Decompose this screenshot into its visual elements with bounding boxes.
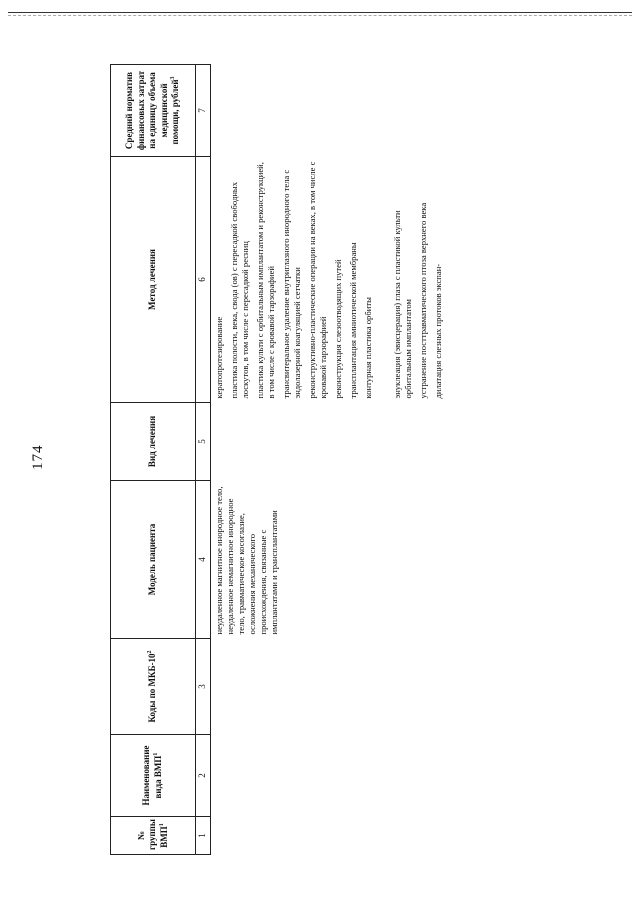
method-item: реконструкция слезоотводящих путей [333, 259, 343, 399]
col-num-2: 2 [196, 735, 211, 817]
method-item: пластика культи с орбитальным имплантатом и реконструкцией, в том числе с кровавой тарзорафией [255, 162, 276, 399]
method-item: трансвитеральное удаление внутриглазного инородного тела с эндолазерной коагуляцией сетчатки [281, 169, 302, 399]
table-row [211, 65, 452, 855]
header-group-number: № группы ВМП$^1$ [111, 817, 196, 855]
col-num-4: 4 [196, 481, 211, 639]
col-num-5: 5 [196, 403, 211, 481]
cell-patient-model: неудаленное магнитное инородное тело, неудаленное немагнитное инородное тело, травматическое косоглазие, осложнения механического происхождения, связанные с имплантатами и трансплантатами [211, 481, 452, 639]
method-item: энуклеация (эвисцерация) глаза с пластикой культи орбитальным имплантатом [392, 210, 413, 399]
header-patient-model: Модель пациента [111, 481, 196, 639]
method-item: трансплантация амниотической мембраны [348, 242, 358, 399]
header-vmp-name: Наименование вида ВМП$^1$ [111, 735, 196, 817]
col-num-7: 7 [196, 65, 211, 157]
cell-group-number [211, 817, 452, 855]
header-icd-codes: Коды по МКБ-$10^2$ [111, 639, 196, 735]
cell-treatment-methods [211, 157, 452, 403]
method-item: устранение посттравматического птоза верхнего века [418, 202, 428, 399]
method-item: кератопротезирование [214, 316, 224, 399]
col-num-3: 3 [196, 639, 211, 735]
header-row [111, 65, 196, 855]
vmp-table [110, 64, 451, 855]
col-num-6: 6 [196, 157, 211, 403]
rotated-table-container [110, 65, 610, 855]
header-cost-standard: Средний норматив финансовых затрат на единицу объема медицинской помощи, рублей$^3$ [111, 65, 196, 157]
scan-top-rule-shadow [8, 15, 632, 16]
cell-treatment-type [211, 403, 452, 481]
cell-vmp-name [211, 735, 452, 817]
scan-top-rule [8, 12, 632, 13]
method-item: пластика полости, века, свода (ов) с пересадкой свободных лоскутов, в том числе с пересадкой ресниц [229, 182, 250, 399]
cell-icd-codes [211, 639, 452, 735]
method-item: контурная пластика орбиты [363, 297, 373, 399]
col-num-1: 1 [196, 817, 211, 855]
cell-cost-standard [211, 65, 452, 157]
header-treatment-type: Вид лечения [111, 403, 196, 481]
method-gap [378, 161, 392, 399]
method-item: дилатация слезных протоков экспан- [433, 263, 443, 399]
method-item: реконструктивно-пластические операции на веках, в том числе с кровавой тарзорафией [307, 161, 328, 399]
column-number-row [196, 65, 211, 855]
header-treatment-method: Метод лечения [111, 157, 196, 403]
page-number: 174 [30, 444, 46, 470]
